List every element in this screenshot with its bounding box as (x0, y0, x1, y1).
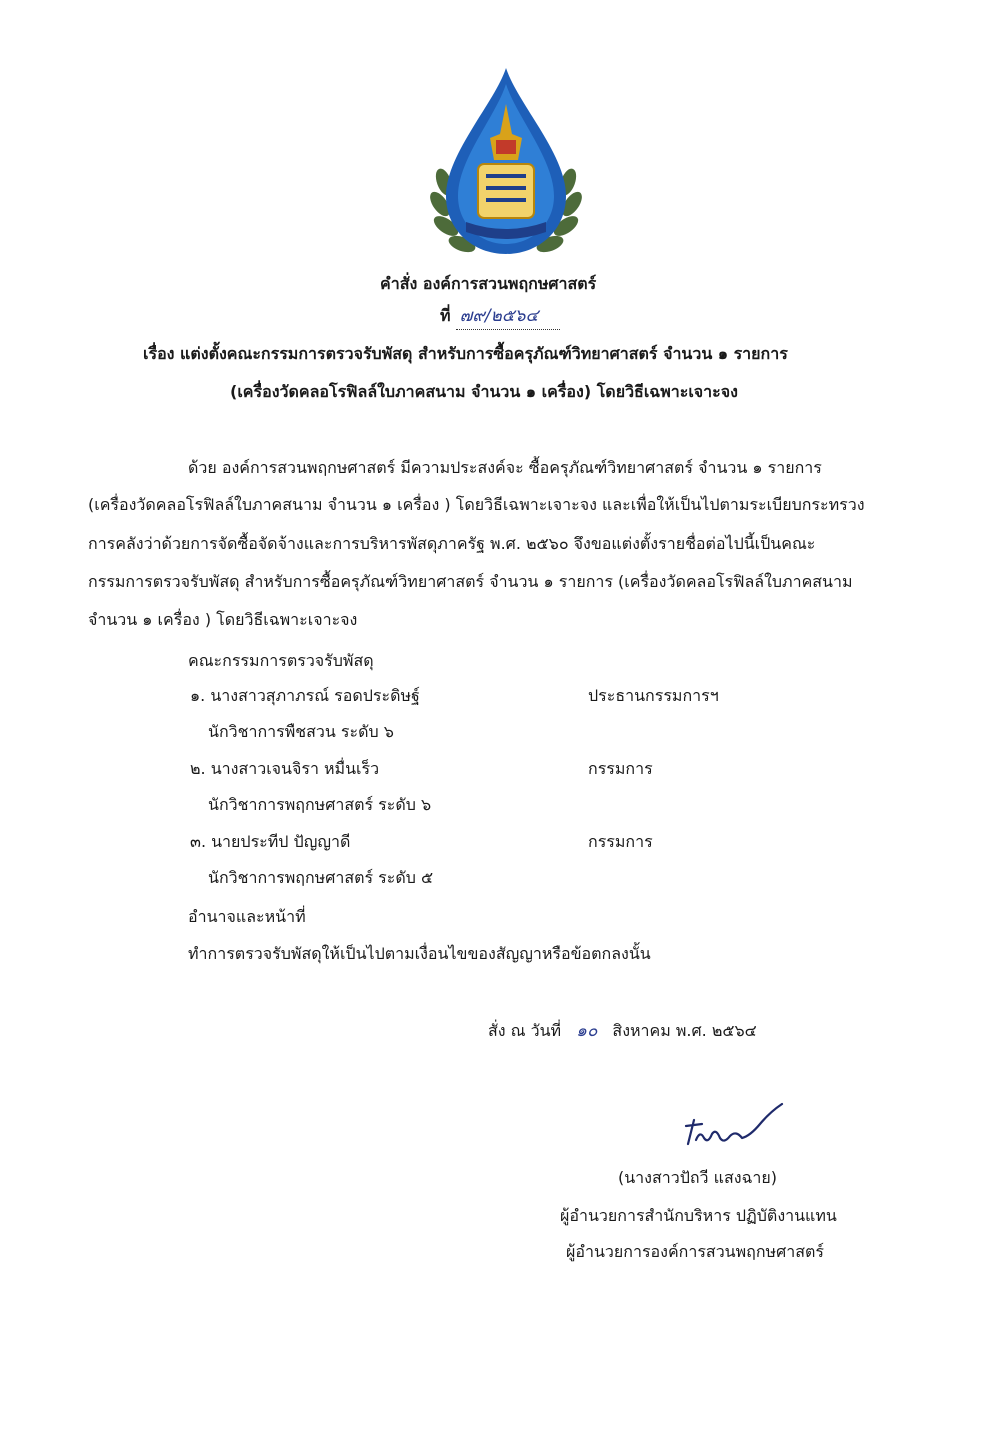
member-3-role: กรรมการ (588, 832, 653, 851)
member-1-name: ๑. นางสาวสุภาภรณ์ รอดประดิษฐ์ (190, 686, 420, 705)
subject-line-1: เรื่อง แต่งตั้งคณะกรรมการตรวจรับพัสดุ สำหรับการซื้อครุภัณฑ์วิทยาศาสตร์ จำนวน ๑ รายการ (143, 344, 788, 363)
committee-heading: คณะกรรมการตรวจรับพัสดุ (188, 651, 374, 670)
order-number (440, 302, 560, 330)
signatory-title-1: ผู้อำนวยการสำนักบริหาร ปฏิบัติงานแทน (560, 1206, 837, 1225)
handwritten-signature (680, 1100, 790, 1150)
body-line-1: ด้วย องค์การสวนพฤกษศาสตร์ มีความประสงค์จะ ซื้อครุภัณฑ์วิทยาศาสตร์ จำนวน ๑ รายการ (188, 458, 822, 477)
date-rest: สิงหาคม พ.ศ. ๒๕๖๔ (612, 1021, 757, 1040)
date-prefix: สั่ง ณ วันที่ (488, 1021, 562, 1040)
signatory-name: (นางสาวปัถวี แสงฉาย) (618, 1168, 778, 1187)
organization-emblem-icon (426, 64, 586, 264)
order-number-prefix: ที่ (440, 306, 451, 325)
order-date (488, 1017, 757, 1044)
order-number-value: ๗๙/๒๕๖๔ (456, 302, 560, 330)
subject-line-2: (เครื่องวัดคลอโรฟิลล์ใบภาคสนาม จำนวน ๑ เครื่อง) โดยวิธีเฉพาะเจาะจง (230, 382, 738, 401)
duties-heading: อำนาจและหน้าที่ (188, 907, 306, 926)
member-3-position: นักวิชาการพฤกษศาสตร์ ระดับ ๕ (208, 868, 434, 887)
body-line-3: การคลังว่าด้วยการจัดซื้อจัดจ้างและการบริหารพัสดุภาครัฐ พ.ศ. ๒๕๖๐ จึงขอแต่งตั้งรายชื่อต่อไปนี้เป็นคณะ (88, 534, 816, 553)
member-2-name: ๒. นางสาวเจนจิรา หมื่นเร็ว (190, 759, 380, 778)
member-2-role: กรรมการ (588, 759, 653, 778)
duties-text: ทำการตรวจรับพัสดุให้เป็นไปตามเงื่อนไขของสัญญาหรือข้อตกลงนั้น (188, 944, 651, 963)
member-1-role: ประธานกรรมการฯ (588, 686, 719, 705)
body-line-5: จำนวน ๑ เครื่อง ) โดยวิธีเฉพาะเจาะจง (88, 610, 358, 629)
body-line-4: กรรมการตรวจรับพัสดุ สำหรับการซื้อครุภัณฑ์วิทยาศาสตร์ จำนวน ๑ รายการ (เครื่องวัดคลอโรฟิลล์ใบภาคสนาม (88, 572, 853, 591)
member-3-name: ๓. นายประทีป ปัญญาดี (190, 832, 351, 851)
member-1-position: นักวิชาการพืชสวน ระดับ ๖ (208, 722, 394, 741)
body-line-2: (เครื่องวัดคลอโรฟิลล์ใบภาคสนาม จำนวน ๑ เครื่อง ) โดยวิธีเฉพาะเจาะจง และเพื่อให้เป็นไปตามระเบียบกระทรวง (88, 495, 865, 514)
signatory-title-2: ผู้อำนวยการองค์การสวนพฤกษศาสตร์ (566, 1242, 824, 1261)
order-title: คำสั่ง องค์การสวนพฤกษศาสตร์ (380, 274, 597, 293)
member-2-position: นักวิชาการพฤกษศาสตร์ ระดับ ๖ (208, 795, 432, 814)
date-day: ๑๐ (576, 1021, 598, 1041)
